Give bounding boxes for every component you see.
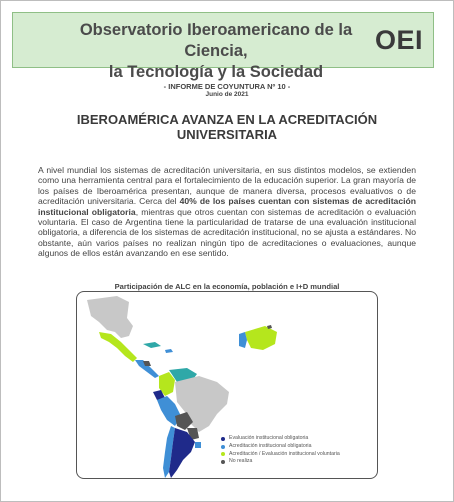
- body-text-highlight: 40% de los países cuentan con sistemas de acreditación institucional obligatoria: [38, 196, 416, 217]
- map-cuba: [143, 342, 161, 348]
- oei-logo: OEI: [375, 25, 424, 55]
- header-banner: [12, 12, 434, 81]
- body-text-part1: A nivel mundial los sistemas de acreditación universitaria, en sus distintos modelos, se extienden como una herramienta central para el fortalecimiento de la educación superior. La gran mayoría de los países de Iberoamérica presentan, aunque de manera diversa, procesos evaluativos o de acreditación universitaria. Cerca del: [38, 165, 416, 207]
- accreditation-map: [76, 291, 378, 479]
- observatory-title-line1: Observatorio Iberoamericano de la Ciencia,: [79, 21, 353, 60]
- legend-item: [221, 458, 340, 466]
- map-uruguay: [195, 442, 201, 448]
- legend-item: [221, 443, 340, 451]
- observatory-title: [51, 20, 381, 83]
- page-title: [60, 112, 394, 142]
- map-spain: [245, 326, 277, 350]
- legend-label: No realiza: [229, 458, 253, 465]
- observatory-title-line2: la Tecnología y la Sociedad: [108, 63, 324, 81]
- legend-item: [221, 451, 340, 459]
- body-text-part2: , mientras que otros cuentan con sistemas de acreditación o evaluación voluntaria. El caso de Argentina tiene la particularidad de tratarse de una evaluación institucional obligatoria, a diferencia de los sistemas de acreditación institucional, no se ajusta a estándares. No obstante, aún varios países no realizan ningún tipo de acreditaciones o evaluaciones, aunque algunos de ellos están avanzando en ese sentido.: [38, 206, 416, 259]
- map-dominican-republic: [165, 349, 173, 353]
- legend-label: Acreditación / Evaluación institucional voluntaria: [229, 450, 340, 457]
- legend-swatch: [221, 445, 225, 449]
- legend-label: Evaluación institucional obligatoria: [229, 435, 309, 441]
- body-text: [38, 165, 416, 259]
- body-paragraph: [38, 165, 416, 259]
- report-date: Junio de 2021: [205, 91, 249, 98]
- page-title-line1: IBEROAMÉRICA AVANZA EN LA ACREDITACIÓN: [76, 112, 378, 127]
- report-series: - INFORME DE COYUNTURA Nº 10 -: [163, 82, 291, 91]
- legend-label: Acreditación institucional obligatoria: [229, 442, 312, 449]
- legend-swatch: [221, 460, 225, 464]
- legend-item: [221, 435, 340, 443]
- legend-swatch: [221, 452, 225, 456]
- legend-swatch: [221, 437, 225, 441]
- map-usa-canada: [87, 296, 133, 338]
- map-caption: Participación de ALC en la economía, población e I+D mundial: [114, 282, 340, 291]
- page-title-line2: UNIVERSITARIA: [176, 127, 278, 142]
- map-mexico: [99, 332, 137, 362]
- map-legend: [221, 435, 340, 466]
